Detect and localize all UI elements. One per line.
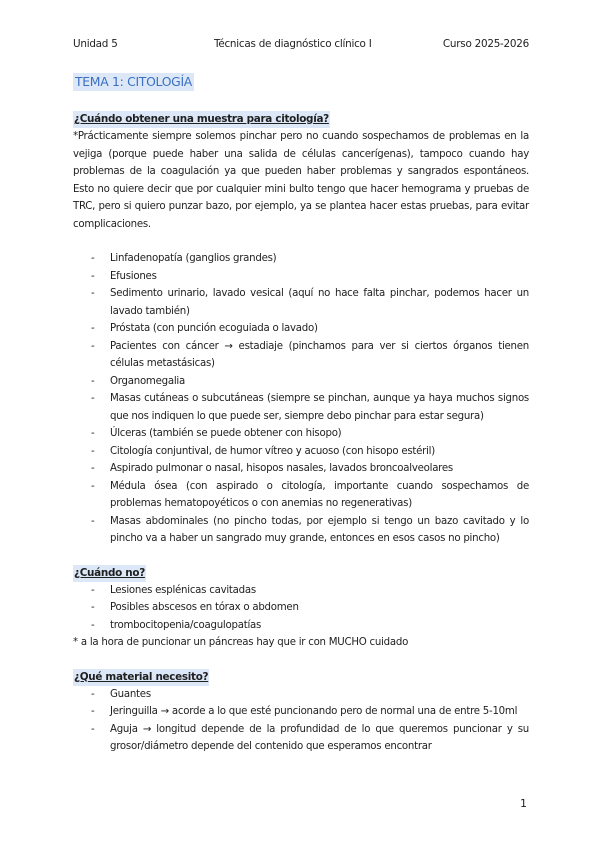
dash-bullet: - [91, 375, 95, 387]
list-item: - Aspirado pulmonar o nasal, hisopos nasales, lavados broncoalveolares [73, 460, 529, 478]
dash-bullet: - [91, 428, 95, 439]
section-when-not [73, 565, 529, 652]
section-heading: ¿Cuándo obtener una muestra para citología? [73, 111, 330, 128]
note-pancreas: * a la hora de puncionar un páncreas hay que ir con MUCHO cuidado [73, 637, 409, 648]
materials-list [73, 686, 529, 756]
paragraph: *Prácticamente siempre solemos pinchar pero no cuando sospechamos de problemas en la vejiga (porque puede haber una salida de células cancerígenas), tampoco cuando hay problemas de la coagulación ya que pueden haber problemas y sangrados espontáneos. Esto no quiere decir que por cualquier mini bulto tengo que hacer hemograma y pruebas de TRC, pero si quiero punzar bazo, por ejemplo, ya se plantea hacer estas pruebas, para evitar complicaciones. [73, 131, 529, 230]
list-item: - Pacientes con cáncer → estadiaje (pinchamos para ver si ciertos órganos tienen células metastásicas) [73, 338, 529, 373]
list-item: - Jeringuilla → acorde a lo que esté puncionando pero de normal una de entre 5-10ml [73, 703, 529, 721]
list-item: - Sedimento urinario, lavado vesical (aquí no hace falta pinchar, podemos hacer un lavado también) [73, 285, 529, 320]
page-title: TEMA 1: CITOLOGÍA [75, 74, 192, 89]
list-item: - Efusiones [73, 268, 529, 286]
list-item: - Linfadenopatía (ganglios grandes) [73, 250, 529, 268]
list-item: - Próstata (con punción ecoguiada o lavado) [73, 320, 529, 338]
document-body [73, 111, 529, 756]
header-course: Curso 2025-2026 [442, 38, 529, 50]
dash-bullet: - [91, 515, 95, 527]
dash-bullet: - [91, 602, 95, 613]
dash-bullet: - [91, 688, 95, 700]
dash-bullet: - [91, 253, 95, 264]
dash-bullet: - [91, 270, 95, 282]
dash-bullet: - [91, 584, 95, 596]
list-item: - Úlceras (también se puede obtener con hisopo) [73, 425, 529, 443]
dash-bullet: - [91, 480, 95, 492]
dash-bullet: - [91, 393, 95, 404]
page-number: 1 [520, 797, 527, 810]
header-unit: Unidad 5 [73, 38, 118, 50]
list-item: - Lesiones esplénicas cavitadas [73, 582, 529, 600]
dash-bullet: - [91, 340, 95, 352]
page-header [73, 38, 529, 52]
list-item: - trombocitopenia/coagulopatías [73, 617, 529, 635]
section-when-sample [73, 111, 529, 548]
dash-bullet: - [91, 445, 95, 457]
list-item: - Organomegalia [73, 373, 529, 391]
section-materials [73, 669, 529, 756]
list-item: - Masas cutáneas o subcutáneas (siempre se pinchan, aunque ya haya muchos signos que nos indiquen lo que puede ser, siempre debo pinchar para estar segura) [73, 390, 529, 425]
list-item: - Posibles abscesos en tórax o abdomen [73, 599, 529, 617]
header-subject: Técnicas de diagnóstico clínico I [214, 38, 372, 50]
list-item: - Citología conjuntival, de humor vítreo y acuoso (con hisopo estéril) [73, 443, 529, 461]
indications-list [73, 250, 529, 548]
dash-bullet: - [91, 288, 95, 299]
section-heading: ¿Cuándo no? [73, 565, 146, 582]
dash-bullet: - [91, 723, 95, 735]
list-item: - Masas abdominales (no pincho todas, por ejemplo si tengo un bazo cavitado y lo pincho va a haber un sangrado muy grande, entonces en esos casos no pincho) [73, 513, 529, 548]
list-item: - Aguja → longitud depende de la profundidad de lo que queremos puncionar y su grosor/diámetro depende del contenido que esperamos encontrar [73, 721, 529, 756]
dash-bullet: - [91, 463, 95, 474]
section-heading: ¿Qué material necesito? [73, 669, 209, 686]
contraindications-list [73, 582, 529, 635]
dash-bullet: - [91, 619, 95, 631]
dash-bullet: - [91, 323, 95, 334]
list-item: - Guantes [73, 686, 529, 704]
list-item: - Médula ósea (con aspirado o citología, importante cuando sospechamos de problemas hematopoyéticos o con anemias no regenerativas) [73, 478, 529, 513]
dash-bullet: - [91, 706, 95, 717]
